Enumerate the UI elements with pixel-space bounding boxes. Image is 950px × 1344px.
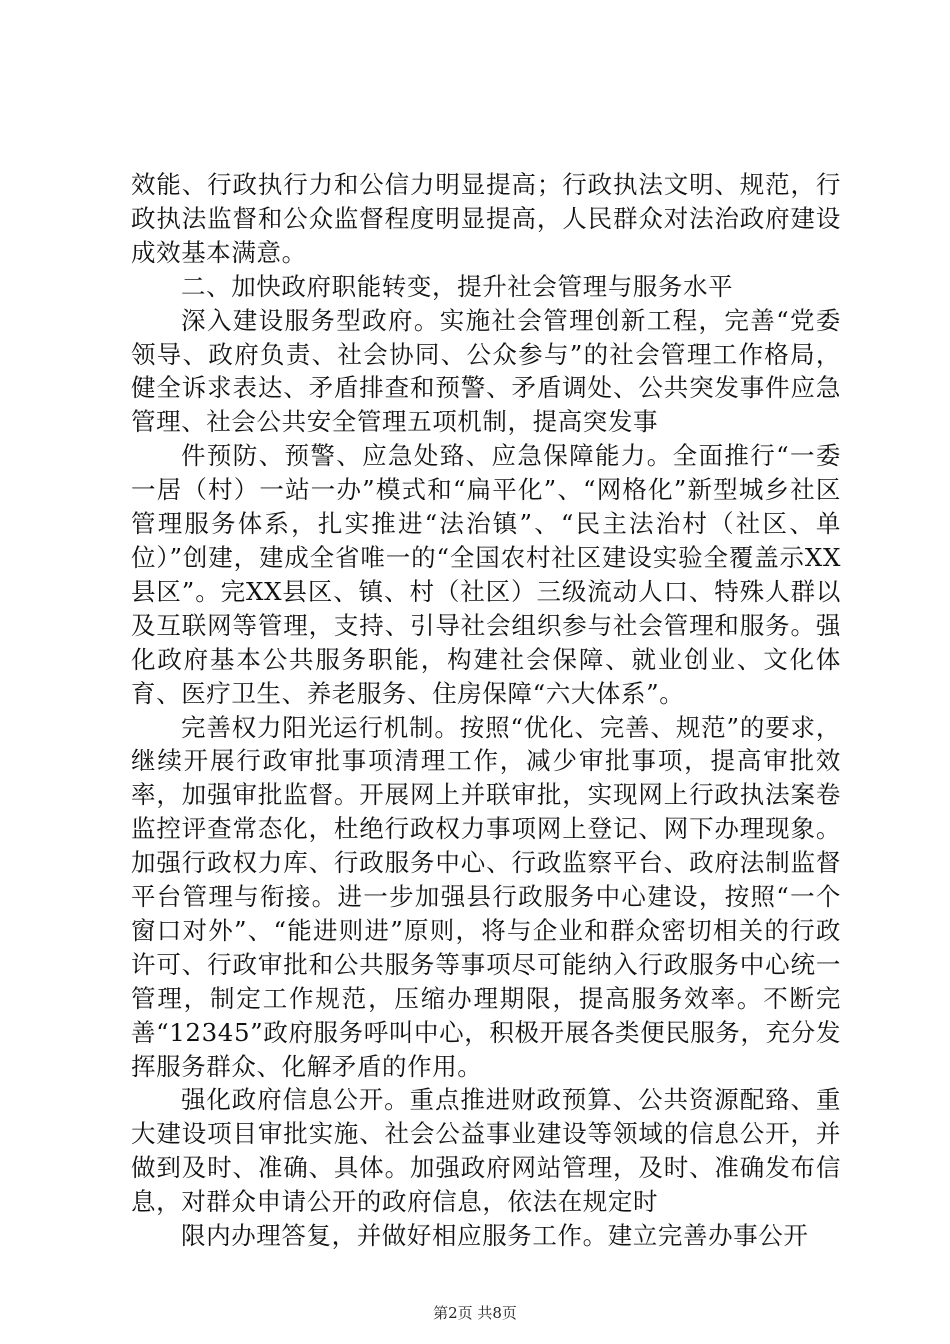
- paragraph: 限内办理答复，并做好相应服务工作。建立完善办事公开: [181, 1221, 809, 1251]
- section-heading: 二、加快政府职能转变，提升社会管理与服务水平: [181, 271, 734, 301]
- paragraph: 完善权力阳光运行机制。按照“优化、完善、规范”的要求，继续开展行政审批事项清理工作，减少审批事项，提高审批效率，加强审批监督。开展网上并联审批，实现网上行政执法案卷监控评查常态化，杜绝行政权力事项网上登记、网下办理现象。加强行政权力库、行政服务中心、行政监察平台、政府法制监督平台管理与衔接。进一步加强县行政服务中心建设，按照“一个窗口对外”、“能进则进”原则，将与企业和群众密切相关的行政许可、行政审批和公共服务等事项尽可能纳入行政服务中心统一管理，制定工作规范，压缩办理期限，提高服务效率。不断完善“12345”政府服务呼叫中心，积极开展各类便民服务，充分发挥服务群众、化解矛盾的作用。: [131, 712, 841, 1081]
- body-text: [131, 168, 841, 1253]
- paragraph: 深入建设服务型政府。实施社会管理创新工程，完善“党委领导、政府负责、社会协同、公众参与”的社会管理工作格局，健全诉求表达、矛盾排查和预警、矛盾调处、公共突发事件应急管理、社会公共安全管理五项机制，提高突发事: [131, 305, 841, 437]
- paragraph: 件预防、预警、应急处臵、应急保障能力。全面推行“一委一居（村）一站一办”模式和“扁平化”、“网格化”新型城乡社区管理服务体系，扎实推进“法治镇”、“民主法治村（社区、单位）”创建，建成全省唯一的“全国农村社区建设实验全覆盖示XX县区”。完XX县区、镇、村（社区）三级流动人口、特殊人群以及互联网等管理，支持、引导社会组织参与社会管理和服务。强化政府基本公共服务职能，构建社会保障、就业创业、文化体育、医疗卫生、养老服务、住房保障“六大体系”。: [131, 441, 841, 708]
- paragraph: 强化政府信息公开。重点推进财政预算、公共资源配臵、重大建设项目审批实施、社会公益事业建设等领域的信息公开，并做到及时、准确、具体。加强政府网站管理，及时、准确发布信息，对群众申请公开的政府信息，依法在规定时: [131, 1085, 841, 1217]
- page-footer: 第2页 共8页: [433, 1304, 517, 1322]
- paragraph-continuation: 效能、行政执行力和公信力明显提高；行政执法文明、规范，行政执法监督和公众监督程度明显提高，人民群众对法治政府建设成效基本满意。: [131, 170, 841, 267]
